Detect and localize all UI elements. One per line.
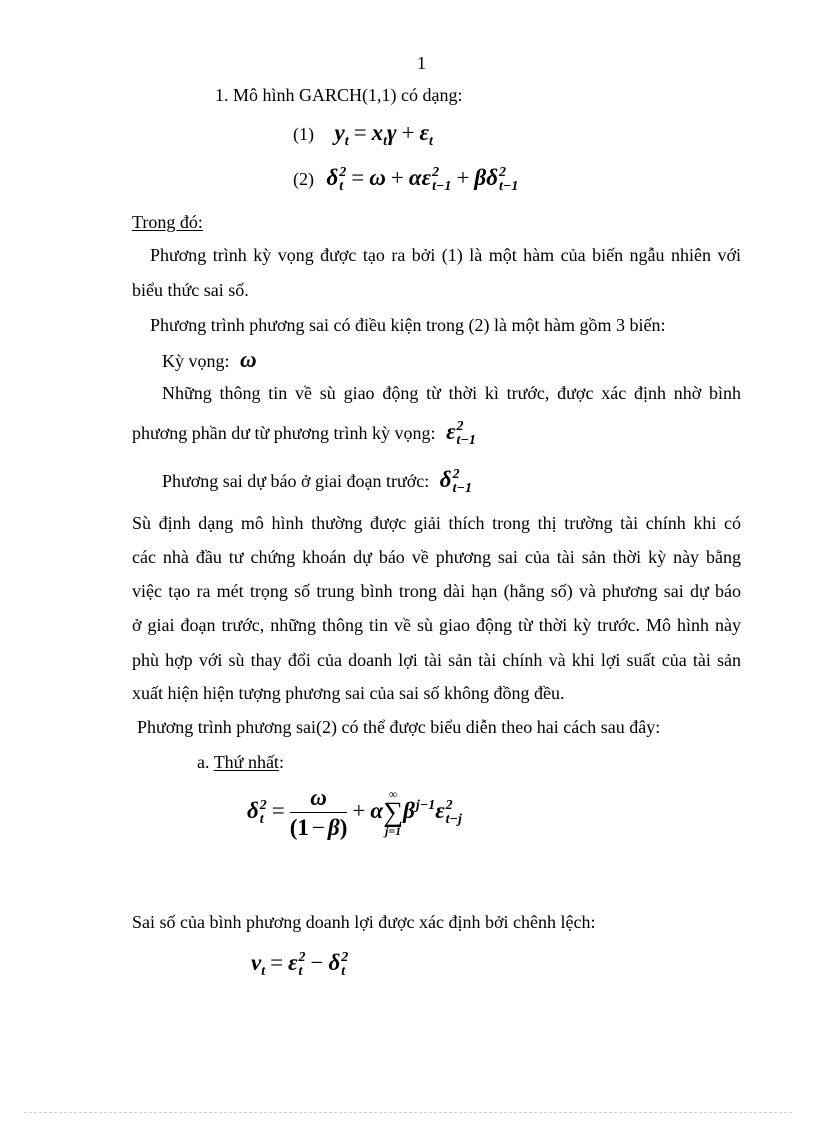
equation-3 xyxy=(247,786,462,839)
para1-line2: biểu thức sai số. xyxy=(132,280,249,300)
equation-1-label: (1) xyxy=(293,124,314,144)
case-a xyxy=(197,753,284,771)
omega-symbol: ω xyxy=(240,347,257,372)
item-3 xyxy=(162,468,472,495)
equation-3-formula: δ 2 t = $\frac{\omega}{(1 - \beta)}$ + α ∞ ∑ j=1 β j−1 ε 2 t−j xyxy=(247,785,462,840)
para3-line1: Sù định dạng mô hình thường được giải thích trong thị trường tài chính khi có xyxy=(132,513,741,533)
equation-1 xyxy=(293,121,433,149)
item-2-label: phương phần dư từ phương trình kỳ vọng: xyxy=(132,423,436,443)
delta-lag-term: δ 2 t−1 xyxy=(439,467,472,496)
equation-2-label: (2) xyxy=(293,169,314,189)
para3-line5: phù hợp với sù thay đổi của doanh lợi tài sản tài chính và khi lợi suất của tài sản xyxy=(132,650,741,670)
item-1-label: Kỳ vọng: xyxy=(162,351,230,371)
equation-2-formula: δ 2 t = ω + αε 2 t−1 + βδ 2 t−1 xyxy=(326,165,519,194)
para3-line3: việc tạo ra mét trọng số trung bình trong dài hạn (hằng số) và phương sai dự báo xyxy=(132,581,741,601)
epsilon-lag-term: ε 2 t−1 xyxy=(446,419,476,448)
para5: Sai số của bình phương doanh lợi được xác định bởi chênh lệch: xyxy=(132,912,596,932)
para3-line6: xuất hiện hiện tượng phương sai của sai số không đồng đều. xyxy=(132,683,565,703)
footer-rule xyxy=(24,1112,792,1113)
para3-line4: ở giai đoạn trước, những thông tin về sù giao động từ thời kỳ trước. Mô hình này xyxy=(132,615,741,635)
where-label: Trong đó: xyxy=(132,212,203,232)
section-heading: 1. Mô hình GARCH(1,1) có dạng: xyxy=(215,85,463,105)
equation-1-formula: $y_t = x_t\gamma + \varepsilon_t$ xyxy=(334,120,433,149)
para1-line1: Phương trình kỳ vọng được tạo ra bởi (1) là một hàm của biến ngẫu nhiên với xyxy=(150,245,741,265)
item-2-line1: Những thông tin về sù giao động từ thời kì trước, được xác định nhờ bình xyxy=(162,383,741,403)
case-a-label: Thứ nhất xyxy=(213,752,279,772)
para3-line2: các nhà đầu tư chứng khoán dự báo về phương sai của tài sản thời kỳ này bằng xyxy=(132,547,741,567)
para4: Phương trình phương sai(2) có thể được biểu diễn theo hai cách sau đây: xyxy=(137,717,661,737)
page-number: 1 xyxy=(417,53,426,73)
item-1 xyxy=(162,348,257,371)
case-a-colon: : xyxy=(278,752,284,772)
item-2-line2 xyxy=(132,420,476,447)
para2: Phương trình phương sai có điều kiện trong (2) là một hàm gồm 3 biến: xyxy=(150,315,666,335)
case-a-prefix: a. xyxy=(197,752,210,772)
item-3-label: Phương sai dự báo ở giai đoạn trước: xyxy=(162,471,430,491)
equation-4-formula: $v_t = \varepsilon$ 2 t − δ 2 t xyxy=(251,950,349,979)
equation-2 xyxy=(293,166,518,193)
equation-4 xyxy=(251,951,348,979)
